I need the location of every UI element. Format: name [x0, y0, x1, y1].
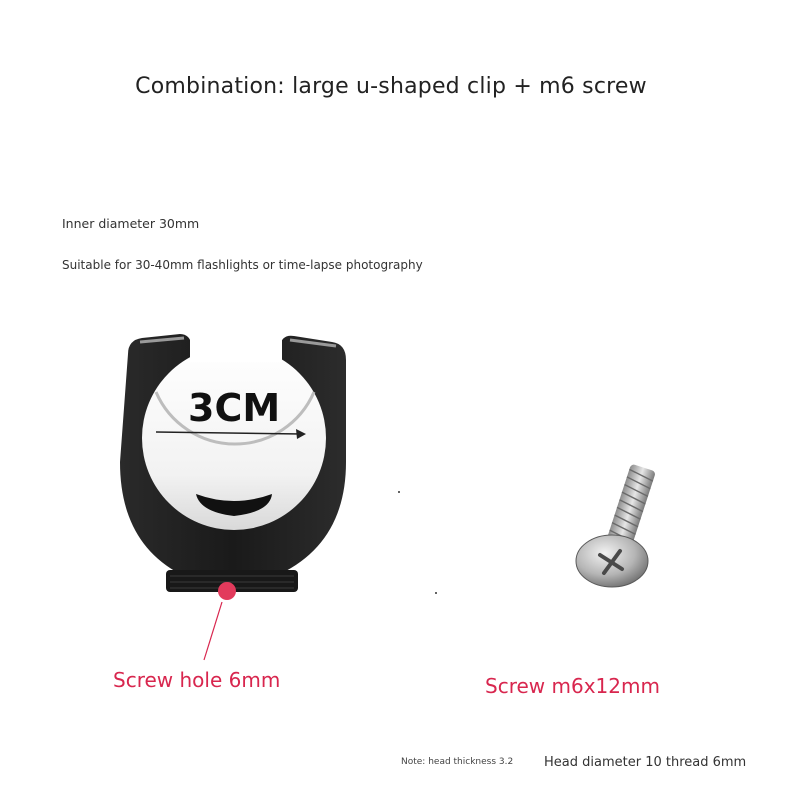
inner-diameter-text: Inner diameter 30mm [62, 216, 200, 231]
dust-speck [398, 491, 400, 493]
head-diameter-text: Head diameter 10 thread 6mm [544, 755, 747, 770]
dust-speck [435, 592, 437, 594]
suitable-for-text: Suitable for 30-40mm flashlights or time-lapse photography [62, 258, 423, 272]
screw-icon [560, 455, 680, 605]
screw-size-callout: Screw m6x12mm [485, 674, 660, 698]
page-title: Combination: large u-shaped clip + m6 screw [135, 74, 647, 99]
dimension-label: 3CM [188, 386, 281, 430]
u-clip-icon [100, 312, 360, 612]
m6-screw-image [560, 455, 680, 605]
u-clip-image [100, 312, 360, 612]
head-thickness-note: Note: head thickness 3.2 [401, 757, 514, 767]
screw-hole-callout: Screw hole 6mm [113, 668, 281, 692]
